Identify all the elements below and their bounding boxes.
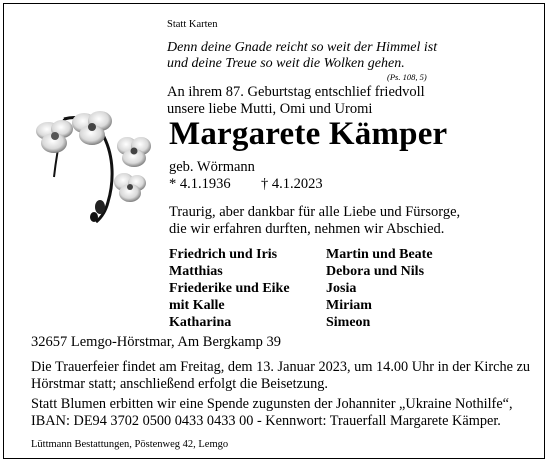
funeral-line-2: Hörstmar statt; anschließend erfolgt die Beisetzung. — [31, 376, 328, 392]
verse-line-2: und deine Treue so weit die Wolken gehen. — [167, 56, 405, 71]
intro-line-1: An ihrem 87. Geburtstag entschlief friedvoll — [167, 84, 425, 100]
family-member: Josia — [326, 281, 357, 296]
death-date: † 4.1.2023 — [261, 176, 323, 192]
obituary-frame — [3, 3, 545, 459]
intro-line-2: unsere liebe Mutti, Omi und Uromi — [167, 101, 373, 117]
family-right-column — [326, 246, 433, 331]
funeral-line-1: Die Trauerfeier findet am Freitag, dem 13. Januar 2023, um 14.00 Uhr in der Kirche zu — [31, 359, 531, 375]
donation-info — [31, 396, 531, 430]
verse-reference: (Ps. 108, 5) — [387, 72, 427, 82]
donation-line-2: IBAN: DE94 3702 0500 0433 0433 00 - Kennwort: Trauerfall Margarete Kämper. — [31, 413, 501, 429]
address: 32657 Lemgo-Hörstmar, Am Bergkamp 39 — [31, 334, 282, 350]
family-member: Debora und Nils — [326, 264, 425, 279]
family-member: Matthias — [169, 264, 223, 279]
maiden-name: geb. Wörmann — [169, 159, 255, 175]
funeral-home: Lüttmann Bestattungen, Pöstenweg 42, Lemgo — [31, 439, 229, 450]
family-left-column — [169, 246, 290, 331]
family-member: Miriam — [326, 298, 372, 313]
family-member: Martin und Beate — [326, 247, 433, 262]
family-member: Friederike und Eike — [169, 281, 290, 296]
donation-line-1: Statt Blumen erbitten wir eine Spende zugunsten der Johanniter „Ukraine Nothilfe“, — [31, 396, 513, 412]
mourning-line-1: Traurig, aber dankbar für alle Liebe und Fürsorge, — [169, 204, 461, 220]
mourning-line-2: die wir erfahren durften, nehmen wir Abschied. — [169, 221, 445, 237]
family-member: mit Kalle — [169, 298, 225, 313]
orchid-icon — [34, 107, 156, 223]
birth-date: * 4.1.1936 — [169, 176, 231, 192]
deceased-name: Margarete Kämper — [169, 116, 448, 152]
family-member: Simeon — [326, 315, 371, 330]
family-member: Friedrich und Iris — [169, 247, 278, 262]
verse-line-1: Denn deine Gnade reicht so weit der Himmel ist — [167, 40, 438, 55]
funeral-info — [31, 359, 531, 393]
family-member: Katharina — [169, 315, 232, 330]
statt-karten: Statt Karten — [167, 19, 218, 30]
